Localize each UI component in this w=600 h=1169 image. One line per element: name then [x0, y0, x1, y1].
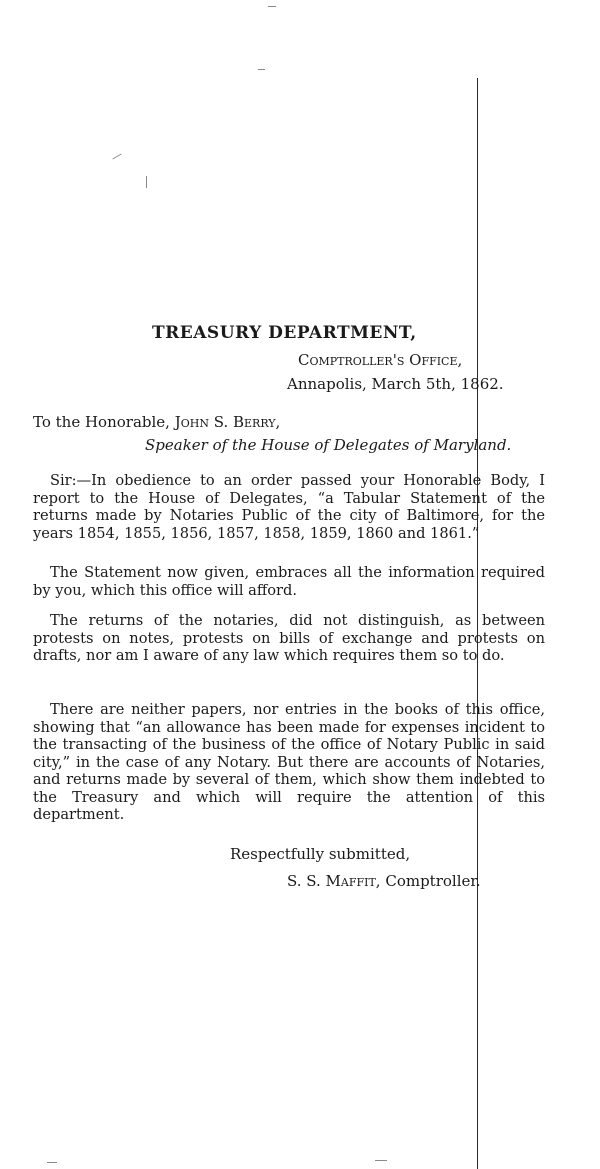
- scan-speck: [146, 176, 147, 188]
- paragraph-accounts: There are neither papers, nor entries in the books of this office, showing that “an allowance has been made for expenses incident to the transacting of the business of the office of Notary Public in said city,” in the case of any Notary. But there are accounts of Notaries, and returns made by several of them, which show them indebted to the Treasury and which will require the attention of this department.: [33, 701, 545, 823]
- addressee-line: [33, 413, 280, 431]
- addressee-name: John S. Berry,: [174, 413, 281, 431]
- scan-speck: [112, 154, 121, 160]
- closing-line: Respectfully submitted,: [230, 845, 411, 863]
- department-heading: TREASURY DEPARTMENT,: [152, 323, 417, 343]
- signer-name: S. S. Maffit,: [287, 872, 381, 890]
- office-line: Comptroller's Office,: [298, 351, 463, 369]
- signer-role: Comptroller.: [380, 872, 481, 890]
- place-and-date: Annapolis, March 5th, 1862.: [287, 375, 504, 393]
- addressee-prefix: To the Honorable,: [33, 413, 175, 431]
- scan-speck: [268, 6, 276, 7]
- scan-speck: [258, 69, 265, 70]
- signature-line: [287, 872, 481, 890]
- paragraph-order: Sir:—In obedience to an order passed your Honorable Body, I report to the House of Delegates, “a Tabular Statement of the returns made by Notaries Public of the city of Baltimore, for the years 1854, 1855, 1856, 1857, 1858, 1859, 1860 and 1861.”: [33, 472, 545, 542]
- paragraph-returns: The returns of the notaries, did not distinguish, as between protests on notes, protests on bills of exchange and protests on drafts, nor am I aware of any law which requires them so to do.: [33, 612, 545, 664]
- scan-speck: [375, 1160, 387, 1161]
- scan-speck: [47, 1162, 57, 1163]
- addressee-title: Speaker of the House of Delegates of Maryland.: [145, 436, 512, 454]
- paragraph-statement: The Statement now given, embraces all the information required by you, which this office will afford.: [33, 564, 545, 599]
